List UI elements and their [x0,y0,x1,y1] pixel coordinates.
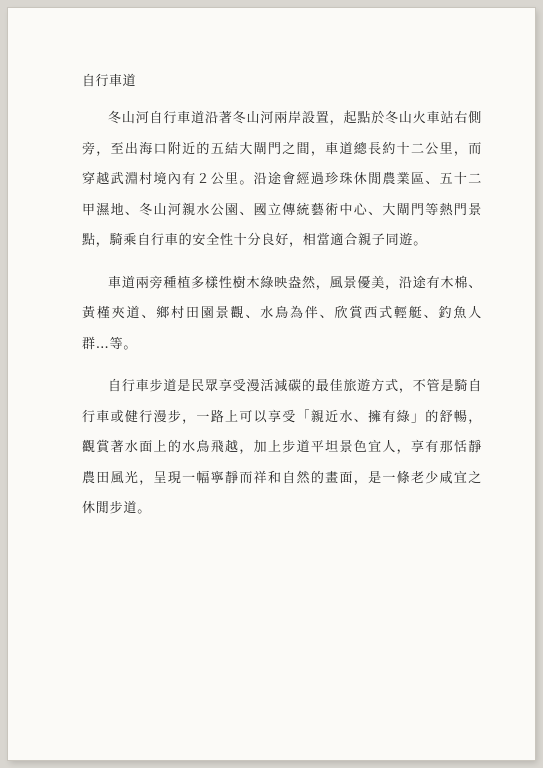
paragraph-scenery: 車道兩旁種植多樣性樹木綠映盎然，風景優美，沿途有木棉、黃槿夾道、鄉村田園景觀、水鳥為伴、欣賞西式輕艇、釣魚人群…等。 [82,275,482,352]
document-page [8,8,535,760]
document-title: 自行車道 [82,74,137,89]
paragraph-route-description: 冬山河自行車道沿著冬山河兩岸設置，起點於冬山火車站右側旁，至出海口附近的五結大閘門之間，車道總長約十二公里，而穿越武淵村境內有２公里。沿途會經過珍珠休閒農業區、五十二甲濕地、冬山河親水公園、國立傳統藝術中心、大閘門等熱門景點，騎乘自行車的安全性十分良好，相當適合親子同遊。 [82,111,482,248]
paragraph-leisure: 自行車步道是民眾享受漫活減碳的最佳旅遊方式，不管是騎自行車或健行漫步，一路上可以享受「親近水、擁有綠」的舒暢，觀賞著水面上的水鳥飛越，加上步道平坦景色宜人，享有那恬靜農田風光，呈現一幅寧靜而祥和自然的畫面，是一條老少咸宜之休閒步道。 [82,379,482,516]
document-body [82,72,482,537]
